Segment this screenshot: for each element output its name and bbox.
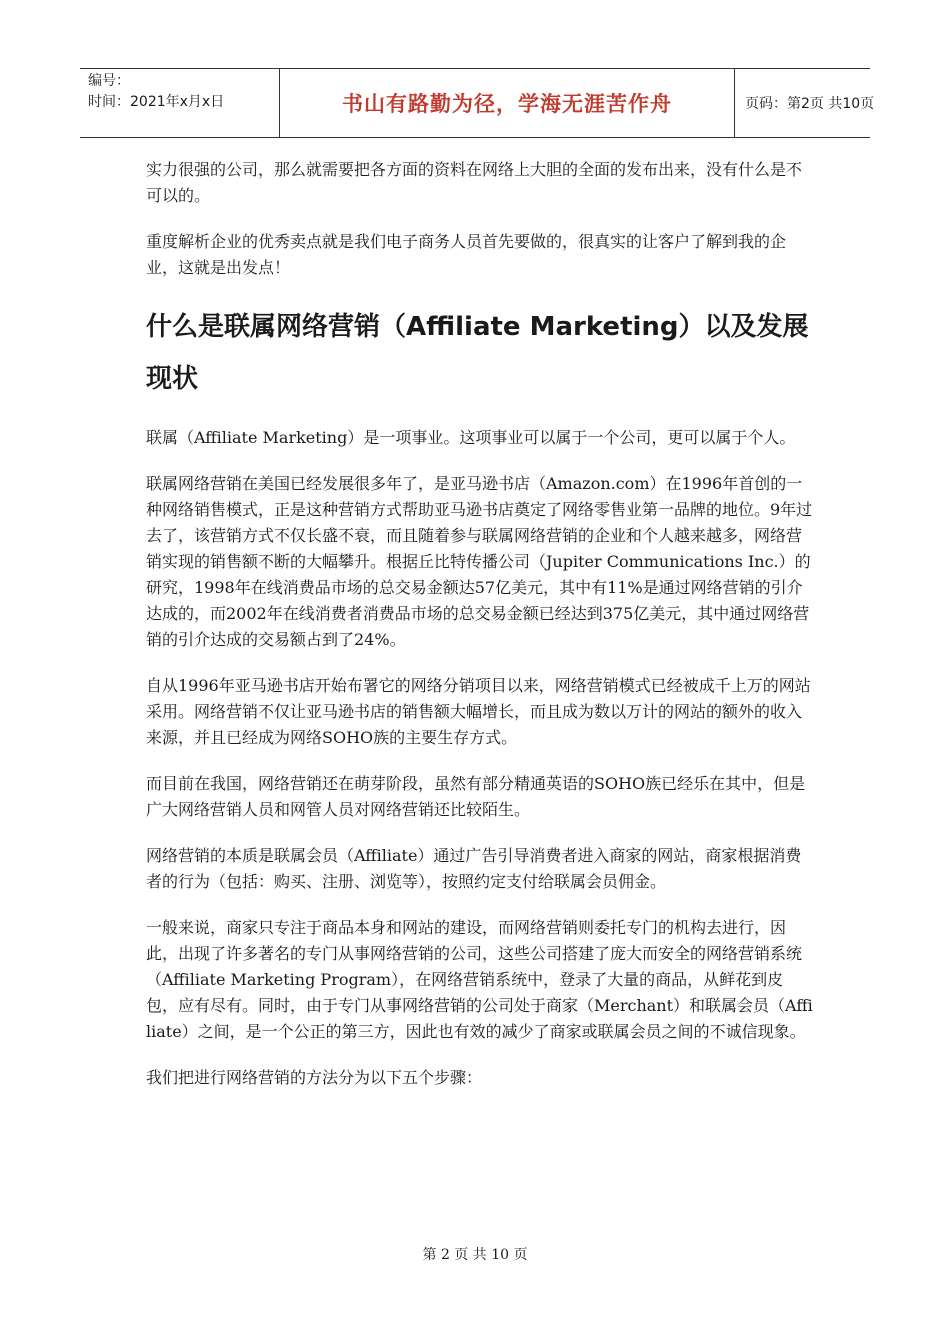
paragraph: 而目前在我国，网络营销还在萌芽阶段，虽然有部分精通英语的SOHO族已经乐在其中，但是广大网络营销人员和网管人员对网络营销还比较陌生。 [146, 774, 806, 819]
paragraph: 实力很强的公司，那么就需要把各方面的资料在网络上大胆的全面的发布出来，没有什么是不可以的。 [146, 160, 803, 205]
document-number-label: 编号： [88, 73, 130, 89]
header-motto: 书山有路勤为径，学海无涯苦作舟 [342, 92, 672, 116]
document-date-label: 时间：2021年x月x日 [88, 94, 225, 110]
paragraph: 自从1996年亚马逊书店开始布署它的网络分销项目以来，网络营销模式已经被成千上万的网站采用。网络营销不仅让亚马逊书店的销售额大幅增长，而且成为数以万计的网站的额外的收入来源，并且已经成为网络SOHO族的主要生存方式。 [146, 676, 811, 747]
paragraph: 我们把进行网络营销的方法分为以下五个步骤： [146, 1068, 483, 1087]
page-footer: 第 2 页 共 10 页 [422, 1247, 528, 1263]
document-body [146, 157, 814, 1111]
paragraph: 重度解析企业的优秀卖点就是我们电子商务人员首先要做的，很真实的让客户了解到我的企业，这就是出发点！ [146, 232, 787, 277]
paragraph: 一般来说，商家只专注于商品本身和网站的建设，而网络营销则委托专门的机构去进行，因此，出现了许多著名的专门从事网络营销的公司，这些公司搭建了庞大而安全的网络营销系统（Affiliate Marketing Program），在网络营销系统中，登录了大量的商品，从鲜花到皮包，应有尽有。同时，由于专门从事网络营销的公司处于商家（Merchant）和联属会员（Affiliate）之间，是一个公正的第三方，因此也有效的减少了商家或联属会员之间的不诚信现象。 [146, 918, 813, 1041]
paragraph: 网络营销的本质是联属会员（Affiliate）通过广告引导消费者进入商家的网站，商家根据消费者的行为（包括：购买、注册、浏览等），按照约定支付给联属会员佣金。 [146, 846, 802, 891]
section-heading: 什么是联属网络营销（Affiliate Marketing）以及发展现状 [146, 312, 809, 394]
header-motto-cell [280, 69, 735, 137]
header-page-label: 页码：第2页 共10页 [745, 96, 875, 112]
paragraph: 联属（Affiliate Marketing）是一项事业。这项事业可以属于一个公司，更可以属于个人。 [146, 428, 796, 447]
document-header [80, 68, 875, 138]
header-meta [80, 69, 280, 137]
paragraph: 联属网络营销在美国已经发展很多年了，是亚马逊书店（Amazon.com）在1996年首创的一种网络销售模式，正是这种营销方式帮助亚马逊书店奠定了网络零售业第一品牌的地位。9年过去了，该营销方式不仅长盛不衰，而且随着参与联属网络营销的企业和个人越来越多，网络营销实现的销售额不断的大幅攀升。根据丘比特传播公司（Jupiter Communications Inc.）的研究，1998年在线消费品市场的总交易金额达57亿美元，其中有11%是通过网络营销的引介达成的，而2002年在线消费者消费品市场的总交易金额已经达到375亿美元，其中通过网络营销的引介达成的交易额占到了24%。 [146, 474, 813, 649]
